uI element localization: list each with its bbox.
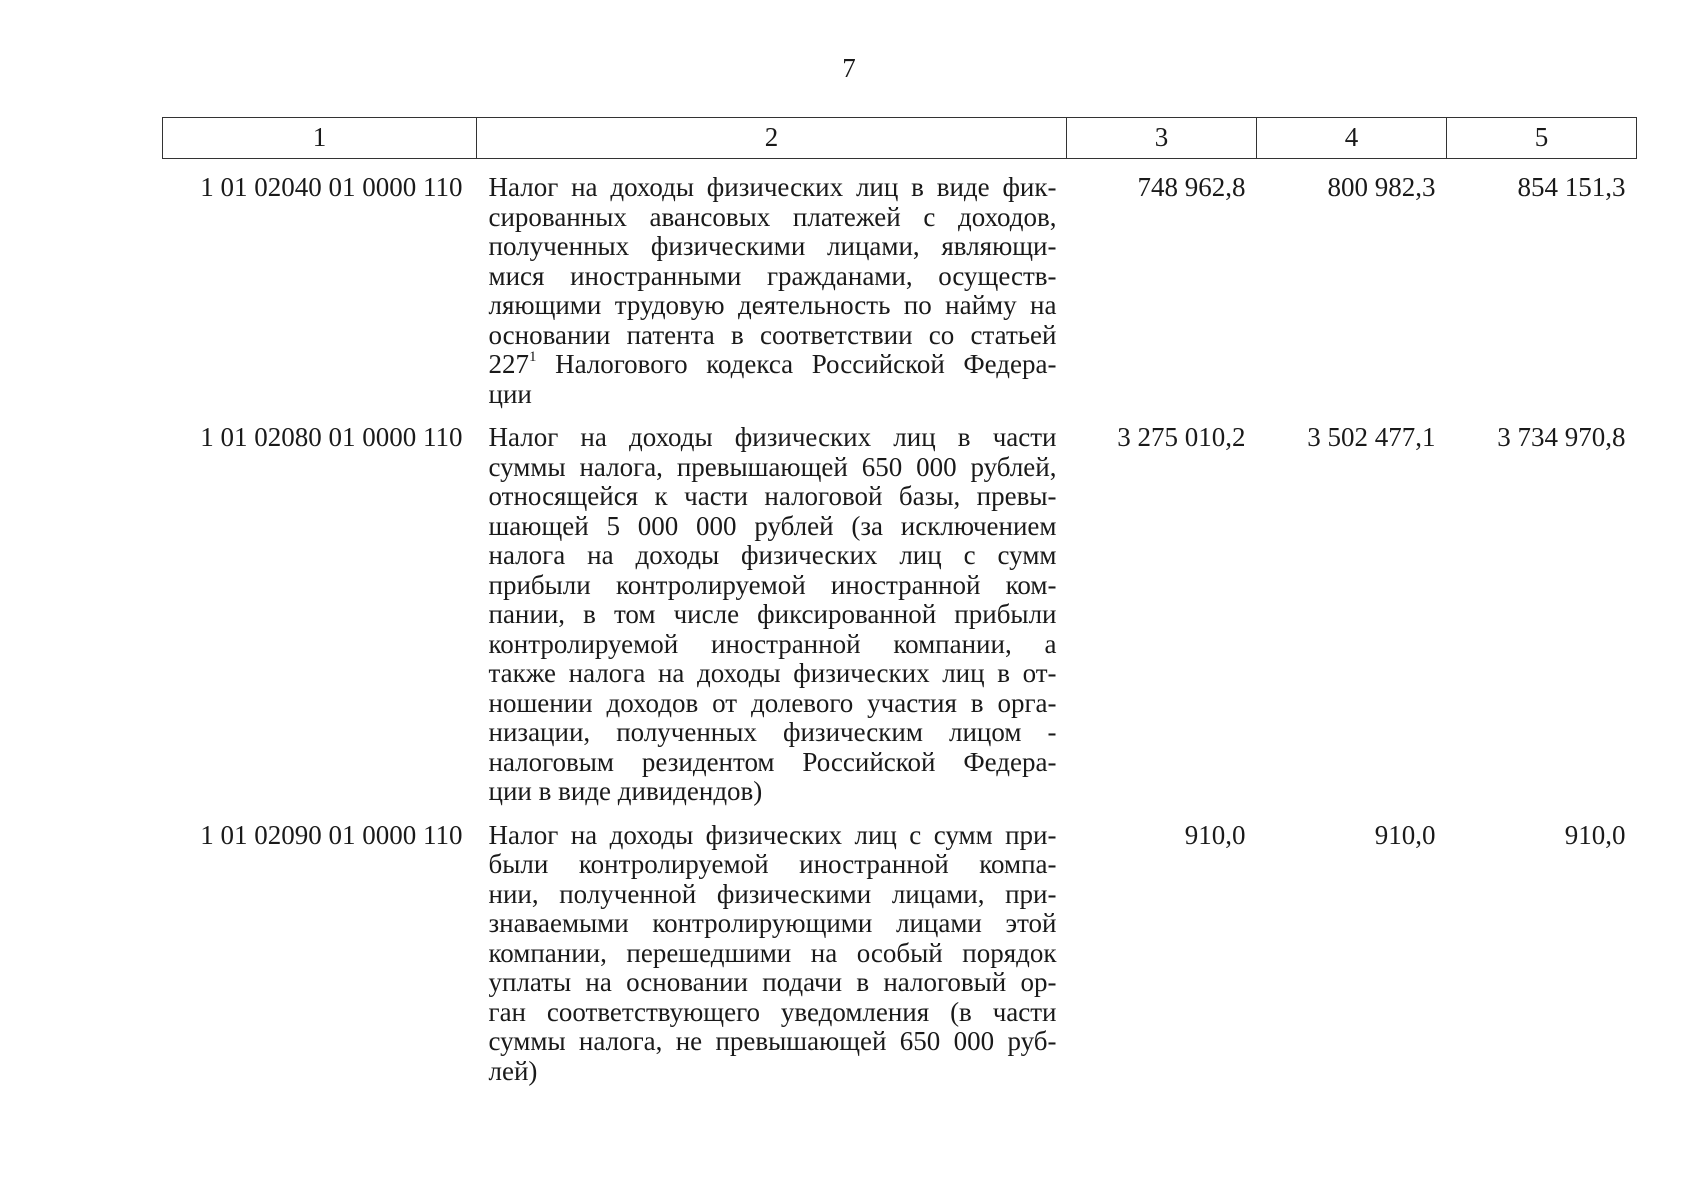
amount-col-5: 910,0 bbox=[1564, 819, 1626, 850]
description-line: шающей 5 000 000 рублей (за исключением bbox=[488, 510, 1057, 541]
description-line: ции bbox=[488, 378, 532, 409]
description-line: сированных авансовых платежей с доходов, bbox=[488, 201, 1057, 232]
description-line: прибыли контролируемой иностранной ком- bbox=[488, 569, 1057, 600]
budget-code: 1 01 02090 01 0000 110 bbox=[200, 819, 463, 850]
header-col-4: 4 bbox=[1257, 118, 1447, 159]
table-row bbox=[163, 159, 1637, 410]
description-line: ляющими трудовую деятельность по найму на bbox=[488, 290, 1057, 320]
description-line: мися иностранными гражданами, осуществ- bbox=[488, 260, 1057, 291]
description-line: также налога на доходы физических лиц в от- bbox=[488, 658, 1057, 688]
table-row bbox=[163, 807, 1637, 1087]
footnote-mark: 1 bbox=[529, 349, 537, 365]
amount-col-3: 3 275 010,2 bbox=[1117, 422, 1246, 452]
article-number: 227 bbox=[488, 349, 529, 379]
description-line: суммы налога, не превышающей 650 000 руб- bbox=[488, 1026, 1057, 1056]
header-col-1: 1 bbox=[163, 118, 477, 159]
description-line: Налог на доходы физических лиц в виде фик- bbox=[488, 172, 1057, 202]
revenue-description bbox=[477, 409, 1067, 807]
description-line: контролируемой иностранной компании, а bbox=[488, 628, 1057, 659]
amount-col-5: 854 151,3 bbox=[1517, 172, 1626, 202]
amount-col-4: 800 982,3 bbox=[1327, 172, 1436, 202]
description-line: пании, в том числе фиксированной прибыли bbox=[488, 599, 1057, 629]
description-line-with-footnote bbox=[489, 350, 1057, 380]
description-line: основании патента в соответствии со статьей bbox=[488, 319, 1057, 350]
table-row bbox=[163, 409, 1637, 807]
description-line: низации, полученных физическим лицом - bbox=[488, 717, 1057, 747]
header-col-5: 5 bbox=[1447, 118, 1637, 159]
budget-revenue-table bbox=[162, 117, 1637, 1086]
header-row bbox=[163, 118, 1637, 159]
table-header bbox=[163, 118, 1637, 159]
description-line: были контролируемой иностранной компа- bbox=[488, 849, 1057, 879]
description-line: налоговым резидентом Российской Федера- bbox=[488, 746, 1057, 777]
description-line: нии, полученной физическими лицами, при- bbox=[488, 878, 1057, 909]
description-line-rest: Налогового кодекса Российской Федера- bbox=[536, 349, 1057, 379]
description-line: налога на доходы физических лиц с сумм bbox=[488, 540, 1057, 570]
description-line: Налог на доходы физических лиц с сумм при- bbox=[488, 819, 1057, 850]
description-line: относящейся к части налоговой базы, превы- bbox=[488, 481, 1057, 511]
amount-col-4: 910,0 bbox=[1374, 819, 1436, 850]
header-col-2: 2 bbox=[477, 118, 1067, 159]
budget-code: 1 01 02040 01 0000 110 bbox=[200, 172, 463, 202]
amount-col-3: 910,0 bbox=[1184, 819, 1246, 850]
revenue-description bbox=[477, 807, 1067, 1087]
description-line: лей) bbox=[488, 1055, 538, 1086]
amount-col-5: 3 734 970,8 bbox=[1497, 422, 1626, 452]
amount-col-3: 748 962,8 bbox=[1137, 172, 1246, 202]
budget-code: 1 01 02080 01 0000 110 bbox=[200, 422, 463, 452]
revenue-description bbox=[477, 159, 1067, 410]
description-line: ган соответствующего уведомления (в части bbox=[488, 996, 1057, 1027]
description-line: Налог на доходы физических лиц в части bbox=[488, 422, 1057, 452]
description-line: ношении доходов от долевого участия в орга- bbox=[488, 687, 1057, 718]
description-line: полученных физическими лицами, являющи- bbox=[488, 231, 1057, 261]
description-line: компании, перешедшими на особый порядок bbox=[488, 937, 1057, 968]
description-line: знаваемыми контролирующими лицами этой bbox=[488, 908, 1057, 938]
description-line: суммы налога, превышающей 650 000 рублей, bbox=[488, 451, 1057, 482]
amount-col-4: 3 502 477,1 bbox=[1307, 422, 1436, 452]
description-line: уплаты на основании подачи в налоговый ор- bbox=[488, 967, 1057, 997]
header-col-3: 3 bbox=[1067, 118, 1257, 159]
page-number: 7 bbox=[842, 53, 856, 83]
description-line: ции в виде дивидендов) bbox=[488, 776, 763, 806]
